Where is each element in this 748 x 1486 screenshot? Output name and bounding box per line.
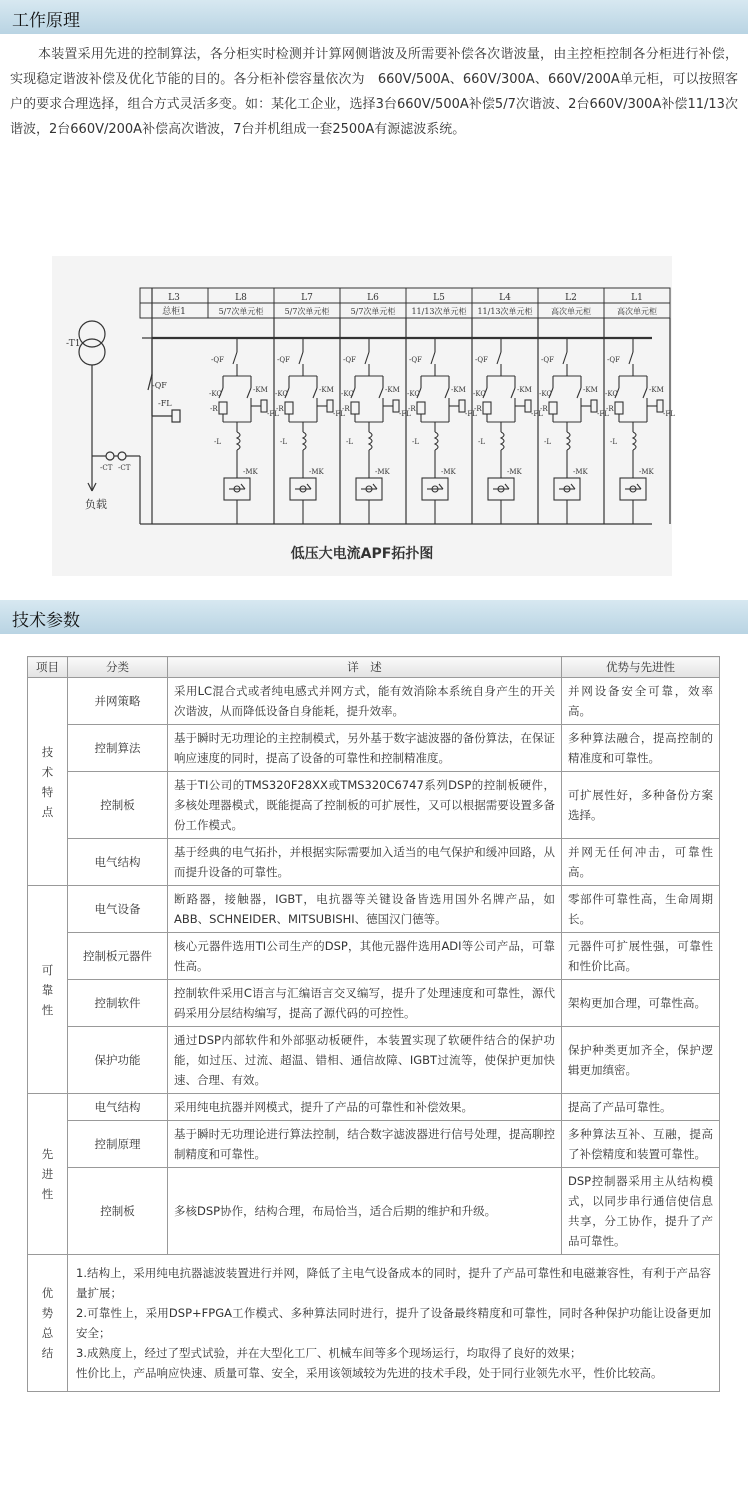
reactor-l <box>237 432 240 450</box>
table-row <box>28 725 720 772</box>
label-km: -KM <box>517 386 532 394</box>
contactor-km <box>379 388 383 398</box>
group-advancement: 先 进 性 <box>28 1094 68 1255</box>
contactor-km <box>511 388 515 398</box>
row-category: 电气设备 <box>68 886 168 933</box>
summary-line: 1.结构上，采用纯电抗器滤波装置进行并网，降低了主电气设备成本的同时，提升了产品可靠性和电磁兼容性，有利于产品容量扩展； <box>76 1266 711 1300</box>
label-r: -R <box>408 405 416 413</box>
label-fl: -FL <box>531 410 543 418</box>
reactor-l <box>435 432 438 450</box>
cabinet-name: 高次单元柜 <box>617 307 657 316</box>
row-detail: 多核DSP协作，结构合理，布局恰当，适合后期的维护和升级。 <box>168 1168 562 1255</box>
cabinet-code: L8 <box>235 293 247 303</box>
resistor-r <box>615 402 623 414</box>
label-l: -L <box>280 438 288 446</box>
header-category: 分类 <box>68 657 168 678</box>
row-category: 并网策略 <box>68 678 168 725</box>
row-category: 控制板 <box>68 772 168 839</box>
table-row <box>28 980 720 1027</box>
label-mk: -MK <box>375 468 390 476</box>
summary-row <box>28 1255 720 1392</box>
label-mk: -MK <box>507 468 522 476</box>
row-category: 控制板 <box>68 1168 168 1255</box>
main-cabinet-header <box>140 288 208 318</box>
label-qf: -QF <box>541 356 554 364</box>
contactor-km <box>313 388 317 398</box>
table-row <box>28 1027 720 1094</box>
cabinet-name: 高次单元柜 <box>551 307 591 316</box>
unit-cabinet <box>538 288 609 524</box>
reactor-l <box>567 432 570 450</box>
contactor-km <box>445 388 449 398</box>
cabinet-code: L1 <box>631 293 643 303</box>
load-label: 负载 <box>85 498 107 511</box>
reactor-l <box>501 432 504 450</box>
cabinet-name: 5/7次单元柜 <box>284 307 330 316</box>
resistor-r <box>351 402 359 414</box>
summary-line: 3.成熟度上，经过了型式试验，并在大型化工厂、机械车间等多个现场运行，均取得了良好的效果； <box>76 1346 582 1360</box>
row-category: 控制软件 <box>68 980 168 1027</box>
transformer-label: -T1 <box>66 339 81 349</box>
resistor-r <box>285 402 293 414</box>
cabinet-name: 5/7次单元柜 <box>350 307 396 316</box>
section-header-principle <box>0 0 748 34</box>
row-advantage: 并网设备安全可靠，效率高。 <box>562 678 720 725</box>
label-qf: -QF <box>277 356 290 364</box>
resistor-r <box>219 402 227 414</box>
label-mk: -MK <box>441 468 456 476</box>
unit-cabinet <box>604 288 675 524</box>
label-l: -L <box>544 438 552 446</box>
cabinet-name: 11/13次单元柜 <box>477 307 533 316</box>
row-detail: 采用纯电抗器并网模式，提升了产品的可靠性和补偿效果。 <box>168 1094 562 1121</box>
row-detail: 基于经典的电气拓扑，并根据实际需要加入适当的电气保护和缓冲回路，从而提升设备的可靠性。 <box>168 839 562 886</box>
row-category: 电气结构 <box>68 1094 168 1121</box>
label-r: -R <box>606 405 614 413</box>
label-km: -KM <box>583 386 598 394</box>
principle-paragraph: 本装置采用先进的控制算法，各分柜实时检测并计算网侧谐波及所需要补偿各次谐波量，由主控柜控制各分柜进行补偿，实现稳定谐波补偿及优化节能的目的。各分柜补偿容量依次为 660V/500A、660V/300A、660V/200A单元柜，可以按照客户的要求合理选择，组合方式灵活多变。如：某化工企业，选择3台660V/500A补偿5/7次谐波、2台660V/300A补偿11/13次谐波，2台660V/200A补偿高次谐波，7台并机组成一套2500A有源滤波系统。 <box>10 47 738 137</box>
row-advantage: 并网无任何冲击，可靠性高。 <box>562 839 720 886</box>
row-advantage: 多种算法融合，提高控制的精准度和可靠性。 <box>562 725 720 772</box>
contactor-km <box>577 388 581 398</box>
row-detail: 核心元器件选用TI公司生产的DSP，其他元器件选用ADI等公司产品，可靠性高。 <box>168 933 562 980</box>
row-category: 控制算法 <box>68 725 168 772</box>
label-qf: -QF <box>211 356 224 364</box>
unit-cabinet <box>208 288 279 524</box>
label-mk: -MK <box>573 468 588 476</box>
section-title-principle: 工作原理 <box>12 11 80 31</box>
row-detail: 基于瞬时无功理论进行算法控制，结合数字滤波器进行信号处理，提高聊控制精度和可靠性。 <box>168 1121 562 1168</box>
cabinet-name: 11/13次单元柜 <box>411 307 467 316</box>
row-advantage: 可扩展性好，多种备份方案选择。 <box>562 772 720 839</box>
header-advantage: 优势与先进性 <box>562 657 720 678</box>
reactor-l <box>303 432 306 450</box>
summary-line: 2.可靠性上，采用DSP+FPGA工作模式、多种算法同时进行，提升了设备最终精度和可靠性，同时各种保护功能让设备更加安全； <box>76 1306 711 1340</box>
label-mk: -MK <box>243 468 258 476</box>
ct-label-2: -CT <box>118 464 131 472</box>
label-fl: -FL <box>267 410 279 418</box>
row-category: 控制原理 <box>68 1121 168 1168</box>
cabinet-code: L7 <box>301 293 313 303</box>
table-row <box>28 1168 720 1255</box>
table-row <box>28 839 720 886</box>
summary-content <box>68 1255 720 1392</box>
label-fl: -FL <box>465 410 477 418</box>
label-mk: -MK <box>639 468 654 476</box>
label-kc: -KC <box>407 390 420 398</box>
main-fl-label: -FL <box>158 399 172 408</box>
row-detail: 基于TI公司的TMS320F28XX或TMS320C6747系列DSP的控制板硬件，多核处理器模式，既能提高了控制板的可扩展性，又可以根据需要设置多备份工作模式。 <box>168 772 562 839</box>
label-l: -L <box>610 438 618 446</box>
resistor-r <box>417 402 425 414</box>
header-detail: 详 述 <box>168 657 562 678</box>
header-item: 项目 <box>28 657 68 678</box>
label-qf: -QF <box>607 356 620 364</box>
label-l: -L <box>412 438 420 446</box>
row-category: 电气结构 <box>68 839 168 886</box>
topology-svg <box>52 256 675 576</box>
table-row <box>28 1121 720 1168</box>
breaker-qf <box>563 352 567 364</box>
row-detail: 基于瞬时无功理论的主控制模式，另外基于数字滤波器的备份算法，在保证响应速度的同时，提高了设备的可靠性和控制精准度。 <box>168 725 562 772</box>
cabinet-code: L2 <box>565 293 577 303</box>
row-category: 保护功能 <box>68 1027 168 1094</box>
label-r: -R <box>210 405 218 413</box>
label-kc: -KC <box>341 390 354 398</box>
contactor-km <box>643 388 647 398</box>
label-fl: -FL <box>663 410 675 418</box>
section-title-specs: 技术参数 <box>12 611 80 631</box>
table-row <box>28 772 720 839</box>
row-advantage: 零部件可靠性高，生命周期长。 <box>562 886 720 933</box>
breaker-qf <box>629 352 633 364</box>
reactor-l <box>369 432 372 450</box>
cabinet-name: 5/7次单元柜 <box>218 307 264 316</box>
row-category: 控制板元器件 <box>68 933 168 980</box>
label-l: -L <box>346 438 354 446</box>
label-r: -R <box>474 405 482 413</box>
cabinet-code: L5 <box>433 293 445 303</box>
cabinet-code: L4 <box>499 293 511 303</box>
tech-parameters-table <box>27 656 720 1392</box>
row-advantage: 元器件可扩展性强，可靠性和性价比高。 <box>562 933 720 980</box>
row-advantage: 保护种类更加齐全，保护逻辑更加缜密。 <box>562 1027 720 1094</box>
resistor-r <box>549 402 557 414</box>
label-r: -R <box>276 405 284 413</box>
label-r: -R <box>342 405 350 413</box>
resistor-r <box>483 402 491 414</box>
label-fl: -FL <box>399 410 411 418</box>
table-header-row <box>28 657 720 678</box>
label-km: -KM <box>319 386 334 394</box>
label-kc: -KC <box>473 390 486 398</box>
row-detail: 通过DSP内部软件和外部驱动板硬件，本装置实现了软硬件结合的保护功能，如过压、过流、超温、错相、通信故障、IGBT过流等，使保护更加快速、合理、有效。 <box>168 1027 562 1094</box>
row-advantage: 提高了产品可靠性。 <box>562 1094 720 1121</box>
label-kc: -KC <box>209 390 222 398</box>
row-detail: 断路器，接触器，IGBT，电抗器等关键设备皆选用国外名牌产品，如ABB、SCHNEIDER、MITSUBISHI、德国汉门德等。 <box>168 886 562 933</box>
cabinet-code: L6 <box>367 293 379 303</box>
section-header-specs <box>0 600 748 634</box>
label-kc: -KC <box>605 390 618 398</box>
label-kc: -KC <box>275 390 288 398</box>
label-qf: -QF <box>475 356 488 364</box>
label-l: -L <box>214 438 222 446</box>
unit-cabinet <box>472 288 543 524</box>
main-cabinet-name: 总柜1 <box>162 307 186 317</box>
unit-cabinets <box>208 288 675 524</box>
unit-cabinet <box>340 288 411 524</box>
breaker-qf <box>365 352 369 364</box>
label-qf: -QF <box>343 356 356 364</box>
row-advantage: DSP控制器采用主从结构模式，以同步串行通信使信息共享，分工协作，提升了产品可靠性。 <box>562 1168 720 1255</box>
reactor-l <box>633 432 636 450</box>
label-fl: -FL <box>597 410 609 418</box>
row-advantage: 多种算法互补、互融，提高了补偿精度和装置可靠性。 <box>562 1121 720 1168</box>
group-tech-features: 技 术 特 点 <box>28 678 68 886</box>
unit-cabinet <box>406 288 477 524</box>
row-detail: 控制软件采用C语言与汇编语言交叉编写，提升了处理速度和可靠性，源代码采用分层结构编写，提高了源代码的可控性。 <box>168 980 562 1027</box>
label-r: -R <box>540 405 548 413</box>
breaker-qf <box>233 352 237 364</box>
label-mk: -MK <box>309 468 324 476</box>
group-reliability: 可 靠 性 <box>28 886 68 1094</box>
row-detail: 采用LC混合式或者纯电感式并网方式，能有效消除本系统自身产生的开关次谐波，从而降低设备自身能耗，提升效率。 <box>168 678 562 725</box>
group-summary: 优 势 总 结 <box>28 1255 68 1392</box>
unit-cabinet <box>274 288 345 524</box>
ct-symbol-2 <box>118 452 126 460</box>
diagram-caption: 低压大电流APF拓扑图 <box>290 546 434 562</box>
label-km: -KM <box>385 386 400 394</box>
main-cabinet-code: L3 <box>168 293 180 303</box>
label-fl: -FL <box>333 410 345 418</box>
row-advantage: 架构更加合理，可靠性高。 <box>562 980 720 1027</box>
label-km: -KM <box>649 386 664 394</box>
label-km: -KM <box>451 386 466 394</box>
ct-symbol-1 <box>106 452 114 460</box>
label-l: -L <box>478 438 486 446</box>
table-row <box>28 1094 720 1121</box>
table-row <box>28 933 720 980</box>
breaker-qf <box>431 352 435 364</box>
label-km: -KM <box>253 386 268 394</box>
apf-topology-diagram <box>52 256 675 576</box>
ct-label-1: -CT <box>100 464 113 472</box>
breaker-qf <box>497 352 501 364</box>
table-row <box>28 678 720 725</box>
label-qf: -QF <box>409 356 422 364</box>
transformer-coil-bottom <box>79 339 105 365</box>
summary-line: 性价比上，产品响应快速、质量可靠、安全，采用该领域较为先进的技术手段，处于同行业领先水平，性价比较高。 <box>76 1366 663 1380</box>
breaker-qf <box>299 352 303 364</box>
main-qf-label: -QF <box>152 381 167 390</box>
table-row <box>28 886 720 933</box>
label-kc: -KC <box>539 390 552 398</box>
contactor-km <box>247 388 251 398</box>
